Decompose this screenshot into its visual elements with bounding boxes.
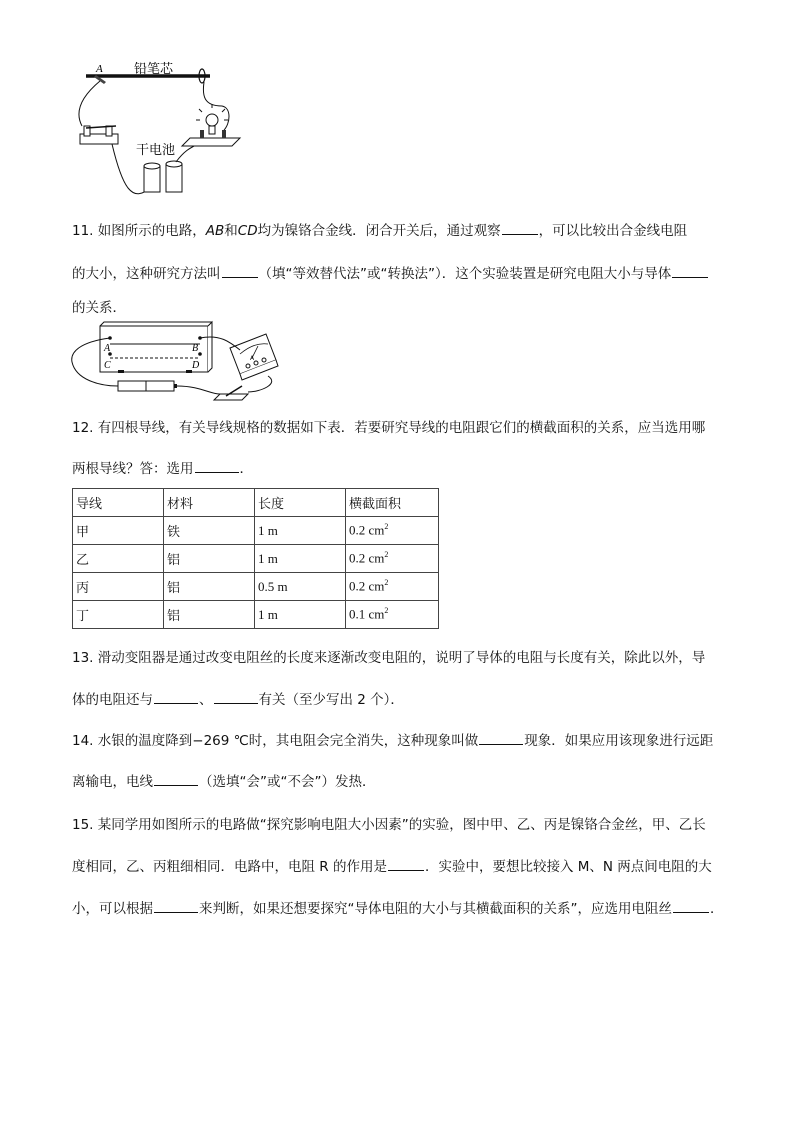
answer-blank[interactable] (672, 265, 708, 278)
answer-blank[interactable] (673, 900, 709, 913)
answer-blank[interactable] (388, 858, 424, 871)
battery-icon (144, 161, 182, 192)
answer-blank[interactable] (154, 773, 198, 786)
answer-blank[interactable] (479, 732, 523, 745)
switch-icon (214, 386, 248, 400)
table-header-cell: 横截面积 (346, 489, 439, 517)
table-row: 乙 铝 1 m 0.2 $cm^2$ (73, 545, 439, 573)
table-header-cell: 长度 (255, 489, 346, 517)
question-13-line-1: 13. 滑动变阻器是通过改变电阻丝的长度来逐渐改变电阻的，说明了导体的电阻与长度有关，除此以外，导 (72, 650, 706, 666)
table-row: 甲 铁 1 m 0.2 $cm^2$ (73, 517, 439, 545)
bulb-icon (196, 104, 228, 134)
question-12-line-1: 12. 有四根导线，有关导线规格的数据如下表．若要研究导线的电阻跟它们的横截面积的关系，应当选用哪 (72, 420, 706, 436)
question-14-line-1: 14. 水银的温度降到−269 ℃时，其电阻会完全消失，这种现象叫做 现象．如果应用该现象进行远距 (72, 733, 714, 749)
answer-blank[interactable] (195, 460, 239, 473)
question-15-line-3: 小，可以根据 来判断，如果还想要探究“导体电阻的大小与其横截面积的关系”，应选用电阻丝 ． (72, 901, 724, 917)
answer-blank[interactable] (502, 222, 538, 235)
question-11-line-2: 的大小，这种研究方法叫 （填“等效替代法”或“转换法”）．这个实验装置是研究电阻大小与导体 (72, 262, 709, 282)
wire-end-b-label: B (192, 343, 199, 354)
table-header-cell: 导线 (73, 489, 164, 517)
battery-label: 干电池 (136, 143, 176, 158)
pencil-lead-label: 铅笔芯 (134, 62, 174, 77)
answer-blank[interactable] (214, 691, 258, 704)
table-row: 丙 铝 0.5 m 0.2 $cm^2$ (73, 573, 439, 601)
table-header-row (73, 489, 439, 517)
table-header-cell: 材料 (164, 489, 255, 517)
alloy-wire-circuit-figure (70, 320, 300, 402)
question-14-line-2: 离输电，电线 （选填“会”或“不会”）发热． (72, 774, 376, 790)
wire-end-a-label: A (104, 343, 111, 354)
pencil-lead-circuit-figure (72, 56, 272, 204)
question-11-line-1: 11. 如图所示的电路，AB和CD均为镍铬合金线．闭合开关后，通过观察 ，可以比较出合金线电阻 (72, 223, 688, 239)
point-a-label: A (96, 63, 103, 75)
svg-text:A: A (250, 355, 255, 362)
question-15-line-2: 度相同，乙、丙粗细相同．电路中，电阻 R 的作用是 ．实验中，要想比较接入 M、N 两点间电阻的大 (72, 859, 712, 875)
wire-specs-table (72, 488, 439, 629)
wire-end-c-label: C (104, 360, 111, 371)
question-11-number: 11. (72, 223, 94, 239)
answer-blank[interactable] (154, 900, 198, 913)
table-row: 丁 铝 1 m 0.1 $cm^2$ (73, 601, 439, 629)
question-12-line-2: 两根导线？答：选用 ． (72, 461, 253, 477)
question-11-line-3: 的关系． (72, 300, 126, 316)
ammeter-icon (230, 334, 278, 380)
wire-end-d-label: D (192, 360, 200, 371)
battery-icon (118, 381, 177, 391)
question-15-line-1: 15. 某同学用如图所示的电路做“探究影响电阻大小因素”的实验，图中甲、乙、丙是镍铬合金丝，甲、乙长 (72, 817, 706, 833)
answer-blank[interactable] (154, 691, 198, 704)
answer-blank[interactable] (222, 265, 258, 278)
question-13-line-2: 体的电阻还与 、 有关（至少写出 2 个）． (72, 692, 404, 708)
